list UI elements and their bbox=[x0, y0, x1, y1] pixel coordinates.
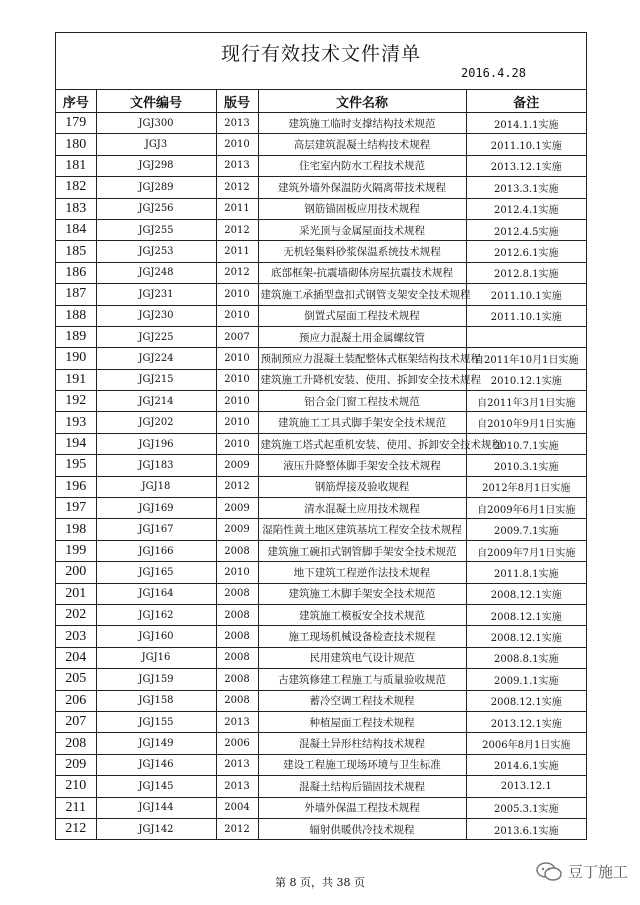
row-note: 2005.3.1实施 bbox=[466, 797, 586, 818]
row-seq: 200 bbox=[56, 562, 96, 583]
row-version: 2010 bbox=[216, 305, 258, 326]
row-version: 2013 bbox=[216, 155, 258, 176]
row-version: 2008 bbox=[216, 647, 258, 668]
table-row bbox=[56, 604, 586, 625]
table-row bbox=[56, 284, 586, 305]
row-seq: 188 bbox=[56, 305, 96, 326]
table-row bbox=[56, 498, 586, 519]
row-code: JGJ18 bbox=[96, 476, 216, 497]
row-note: 2008.12.1实施 bbox=[466, 626, 586, 647]
row-code: JGJ144 bbox=[96, 797, 216, 818]
row-note: 2013.6.1实施 bbox=[466, 818, 586, 839]
row-seq: 207 bbox=[56, 711, 96, 732]
row-note: 2012.6.1实施 bbox=[466, 241, 586, 262]
row-seq: 186 bbox=[56, 262, 96, 283]
table-row bbox=[56, 433, 586, 454]
row-name: 采光顶与金属屋面技术规程 bbox=[258, 219, 466, 240]
row-note: 2012.4.5实施 bbox=[466, 219, 586, 240]
row-code: JGJ196 bbox=[96, 433, 216, 454]
row-version: 2012 bbox=[216, 177, 258, 198]
row-name: 底部框架-抗震墙砌体房屋抗震技术规程 bbox=[258, 262, 466, 283]
row-name: 建筑施工碗扣式钢管脚手架安全技术规范 bbox=[258, 540, 466, 561]
row-note: 2014.6.1实施 bbox=[466, 754, 586, 775]
row-name: 建筑施工工具式脚手架安全技术规范 bbox=[258, 412, 466, 433]
row-code: JGJ145 bbox=[96, 776, 216, 797]
header-seq: 序号 bbox=[56, 90, 96, 113]
row-note: 2011.10.1实施 bbox=[466, 305, 586, 326]
row-name: 住宅室内防水工程技术规范 bbox=[258, 155, 466, 176]
row-seq: 185 bbox=[56, 241, 96, 262]
row-note: 2011.10.1实施 bbox=[466, 134, 586, 155]
row-note: 2012.4.1实施 bbox=[466, 198, 586, 219]
table-row bbox=[56, 519, 586, 540]
row-code: JGJ253 bbox=[96, 241, 216, 262]
row-version: 2008 bbox=[216, 690, 258, 711]
row-seq: 199 bbox=[56, 540, 96, 561]
row-note: 2009.7.1实施 bbox=[466, 519, 586, 540]
row-version: 2010 bbox=[216, 134, 258, 155]
row-name: 预应力混凝土用金属螺纹管 bbox=[258, 326, 466, 347]
row-code: JGJ166 bbox=[96, 540, 216, 561]
row-code: JGJ158 bbox=[96, 690, 216, 711]
row-version: 2007 bbox=[216, 326, 258, 347]
row-seq: 196 bbox=[56, 476, 96, 497]
row-note: 2010.3.1实施 bbox=[466, 455, 586, 476]
row-code: JGJ16 bbox=[96, 647, 216, 668]
row-version: 2009 bbox=[216, 498, 258, 519]
row-code: JGJ146 bbox=[96, 754, 216, 775]
document-title: 现行有效技术文件清单 bbox=[220, 43, 421, 65]
row-seq: 201 bbox=[56, 583, 96, 604]
row-code: JGJ159 bbox=[96, 669, 216, 690]
row-name: 无机轻集料砂浆保温系统技术规程 bbox=[258, 241, 466, 262]
row-name: 种植屋面工程技术规程 bbox=[258, 711, 466, 732]
row-code: JGJ149 bbox=[96, 733, 216, 754]
row-name: 钢筋锚固板应用技术规程 bbox=[258, 198, 466, 219]
row-version: 2013 bbox=[216, 113, 258, 134]
row-note: 2008.12.1实施 bbox=[466, 690, 586, 711]
row-seq: 189 bbox=[56, 326, 96, 347]
table-row bbox=[56, 476, 586, 497]
row-seq: 187 bbox=[56, 284, 96, 305]
header-name: 文件名称 bbox=[258, 90, 466, 113]
row-code: JGJ162 bbox=[96, 604, 216, 625]
row-seq: 208 bbox=[56, 733, 96, 754]
row-name: 建筑外墙外保温防火隔离带技术规程 bbox=[258, 177, 466, 198]
row-name: 外墙外保温工程技术规程 bbox=[258, 797, 466, 818]
table-row bbox=[56, 305, 586, 326]
table-row bbox=[56, 669, 586, 690]
table-row bbox=[56, 177, 586, 198]
table-row bbox=[56, 134, 586, 155]
row-note: 2009.1.1实施 bbox=[466, 669, 586, 690]
row-name: 建设工程施工现场环境与卫生标准 bbox=[258, 754, 466, 775]
row-note: 2011.8.1实施 bbox=[466, 562, 586, 583]
row-seq: 205 bbox=[56, 669, 96, 690]
row-code: JGJ230 bbox=[96, 305, 216, 326]
row-name: 混凝土结构后锚固技术规程 bbox=[258, 776, 466, 797]
row-code: JGJ164 bbox=[96, 583, 216, 604]
row-note: 2013.3.1实施 bbox=[466, 177, 586, 198]
row-seq: 206 bbox=[56, 690, 96, 711]
row-code: JGJ167 bbox=[96, 519, 216, 540]
row-code: JGJ3 bbox=[96, 134, 216, 155]
row-version: 2008 bbox=[216, 583, 258, 604]
row-code: JGJ300 bbox=[96, 113, 216, 134]
row-version: 2010 bbox=[216, 412, 258, 433]
row-version: 2008 bbox=[216, 626, 258, 647]
row-note: 2008.12.1实施 bbox=[466, 604, 586, 625]
watermark bbox=[536, 861, 628, 882]
row-code: JGJ202 bbox=[96, 412, 216, 433]
header-code: 文件编号 bbox=[96, 90, 216, 113]
table-row bbox=[56, 754, 586, 775]
row-seq: 211 bbox=[56, 797, 96, 818]
table-row bbox=[56, 626, 586, 647]
row-note: 2006年8月1日实施 bbox=[466, 733, 586, 754]
row-name: 钢筋焊接及验收规程 bbox=[258, 476, 466, 497]
row-version: 2008 bbox=[216, 669, 258, 690]
row-version: 2010 bbox=[216, 284, 258, 305]
document-date: 2016.4.28 bbox=[460, 66, 526, 80]
row-note: 2010.7.1实施 bbox=[466, 433, 586, 454]
row-version: 2009 bbox=[216, 519, 258, 540]
row-name: 建筑施工模板安全技术规范 bbox=[258, 604, 466, 625]
header-version: 版号 bbox=[216, 90, 258, 113]
row-seq: 210 bbox=[56, 776, 96, 797]
row-code: JGJ231 bbox=[96, 284, 216, 305]
row-name: 地下建筑工程逆作法技术规程 bbox=[258, 562, 466, 583]
row-note: 自2010年9月1日实施 bbox=[466, 412, 586, 433]
row-version: 2010 bbox=[216, 562, 258, 583]
row-seq: 195 bbox=[56, 455, 96, 476]
table-row bbox=[56, 155, 586, 176]
row-code: JGJ155 bbox=[96, 711, 216, 732]
row-name: 建筑施工临时支撑结构技术规范 bbox=[258, 113, 466, 134]
row-version: 2012 bbox=[216, 818, 258, 839]
row-note: 2013.12.1实施 bbox=[466, 711, 586, 732]
row-version: 2006 bbox=[216, 733, 258, 754]
table-row bbox=[56, 797, 586, 818]
table-row bbox=[56, 583, 586, 604]
row-note: 2012年8月1日实施 bbox=[466, 476, 586, 497]
row-name: 高层建筑混凝土结构技术规程 bbox=[258, 134, 466, 155]
row-note bbox=[466, 326, 586, 347]
row-name: 混凝土异形柱结构技术规程 bbox=[258, 733, 466, 754]
row-version: 2013 bbox=[216, 754, 258, 775]
row-note: 自2011年3月1日实施 bbox=[466, 391, 586, 412]
row-seq: 203 bbox=[56, 626, 96, 647]
row-seq: 182 bbox=[56, 177, 96, 198]
row-version: 2011 bbox=[216, 241, 258, 262]
row-code: JGJ224 bbox=[96, 348, 216, 369]
standards-table bbox=[56, 90, 586, 839]
wechat-icon bbox=[536, 862, 562, 882]
row-name: 蓄冷空调工程技术规程 bbox=[258, 690, 466, 711]
row-code: JGJ142 bbox=[96, 818, 216, 839]
row-code: JGJ160 bbox=[96, 626, 216, 647]
title-block bbox=[56, 33, 586, 90]
row-seq: 181 bbox=[56, 155, 96, 176]
table-row bbox=[56, 113, 586, 134]
row-version: 2004 bbox=[216, 797, 258, 818]
row-seq: 193 bbox=[56, 412, 96, 433]
row-seq: 192 bbox=[56, 391, 96, 412]
table-row bbox=[56, 562, 586, 583]
table-row bbox=[56, 540, 586, 561]
table-row bbox=[56, 455, 586, 476]
table-row bbox=[56, 412, 586, 433]
row-name: 辐射供暖供冷技术规程 bbox=[258, 818, 466, 839]
row-note: 自2011年10月1日实施 bbox=[466, 348, 586, 369]
row-name: 施工现场机械设备检查技术规程 bbox=[258, 626, 466, 647]
table-row bbox=[56, 776, 586, 797]
row-seq: 202 bbox=[56, 604, 96, 625]
row-name: 倒置式屋面工程技术规程 bbox=[258, 305, 466, 326]
row-code: JGJ214 bbox=[96, 391, 216, 412]
row-version: 2011 bbox=[216, 198, 258, 219]
row-seq: 198 bbox=[56, 519, 96, 540]
row-code: JGJ248 bbox=[96, 262, 216, 283]
row-version: 2010 bbox=[216, 369, 258, 390]
row-code: JGJ255 bbox=[96, 219, 216, 240]
row-version: 2010 bbox=[216, 391, 258, 412]
row-name: 建筑施工升降机安装、使用、拆卸安全技术规程 bbox=[258, 369, 466, 390]
row-note: 2014.1.1实施 bbox=[466, 113, 586, 134]
row-name: 清水混凝土应用技术规程 bbox=[258, 498, 466, 519]
row-name: 建筑施工承插型盘扣式钢管支架安全技术规程 bbox=[258, 284, 466, 305]
row-code: JGJ165 bbox=[96, 562, 216, 583]
row-seq: 204 bbox=[56, 647, 96, 668]
row-note: 2013.12.1 bbox=[466, 776, 586, 797]
table-row bbox=[56, 219, 586, 240]
row-name: 预制预应力混凝土装配整体式框架结构技术规程 bbox=[258, 348, 466, 369]
row-note: 自2009年6月1日实施 bbox=[466, 498, 586, 519]
row-version: 2012 bbox=[216, 476, 258, 497]
row-note: 2013.12.1实施 bbox=[466, 155, 586, 176]
table-row bbox=[56, 241, 586, 262]
row-name: 古建筑修建工程施工与质量验收规范 bbox=[258, 669, 466, 690]
row-version: 2013 bbox=[216, 711, 258, 732]
page-footer: 第 8 页，共 38 页 bbox=[275, 876, 365, 889]
table-row bbox=[56, 733, 586, 754]
row-seq: 197 bbox=[56, 498, 96, 519]
row-code: JGJ225 bbox=[96, 326, 216, 347]
row-name: 建筑施工木脚手架安全技术规范 bbox=[258, 583, 466, 604]
row-version: 2012 bbox=[216, 262, 258, 283]
row-seq: 183 bbox=[56, 198, 96, 219]
row-code: JGJ169 bbox=[96, 498, 216, 519]
row-name: 民用建筑电气设计规范 bbox=[258, 647, 466, 668]
table-row bbox=[56, 262, 586, 283]
row-seq: 179 bbox=[56, 113, 96, 134]
row-version: 2008 bbox=[216, 540, 258, 561]
row-version: 2008 bbox=[216, 604, 258, 625]
row-version: 2010 bbox=[216, 433, 258, 454]
row-seq: 209 bbox=[56, 754, 96, 775]
row-seq: 212 bbox=[56, 818, 96, 839]
row-version: 2013 bbox=[216, 776, 258, 797]
row-seq: 191 bbox=[56, 369, 96, 390]
row-name: 建筑施工塔式起重机安装、使用、拆卸安全技术规程 bbox=[258, 433, 466, 454]
table-row bbox=[56, 690, 586, 711]
table-row bbox=[56, 369, 586, 390]
row-code: JGJ256 bbox=[96, 198, 216, 219]
row-seq: 194 bbox=[56, 433, 96, 454]
document-sheet bbox=[55, 32, 587, 840]
row-version: 2010 bbox=[216, 348, 258, 369]
row-code: JGJ215 bbox=[96, 369, 216, 390]
row-name: 铝合金门窗工程技术规范 bbox=[258, 391, 466, 412]
row-note: 2008.12.1实施 bbox=[466, 583, 586, 604]
table-row bbox=[56, 647, 586, 668]
row-seq: 184 bbox=[56, 219, 96, 240]
watermark-text: 豆丁施工 bbox=[567, 863, 628, 881]
row-code: JGJ298 bbox=[96, 155, 216, 176]
row-version: 2009 bbox=[216, 455, 258, 476]
row-version: 2012 bbox=[216, 219, 258, 240]
row-seq: 180 bbox=[56, 134, 96, 155]
row-code: JGJ289 bbox=[96, 177, 216, 198]
table-row bbox=[56, 711, 586, 732]
header-note: 备注 bbox=[466, 90, 586, 113]
table-row bbox=[56, 818, 586, 839]
table-header-row bbox=[56, 90, 586, 113]
row-code: JGJ183 bbox=[96, 455, 216, 476]
table-row bbox=[56, 391, 586, 412]
table-row bbox=[56, 348, 586, 369]
row-note: 自2009年7月1日实施 bbox=[466, 540, 586, 561]
row-note: 2012.8.1实施 bbox=[466, 262, 586, 283]
table-row bbox=[56, 326, 586, 347]
row-note: 2011.10.1实施 bbox=[466, 284, 586, 305]
row-seq: 190 bbox=[56, 348, 96, 369]
row-name: 湿陷性黄土地区建筑基坑工程安全技术规程 bbox=[258, 519, 466, 540]
row-note: 2010.12.1实施 bbox=[466, 369, 586, 390]
row-name: 液压升降整体脚手架安全技术规程 bbox=[258, 455, 466, 476]
table-row bbox=[56, 198, 586, 219]
row-note: 2008.8.1实施 bbox=[466, 647, 586, 668]
